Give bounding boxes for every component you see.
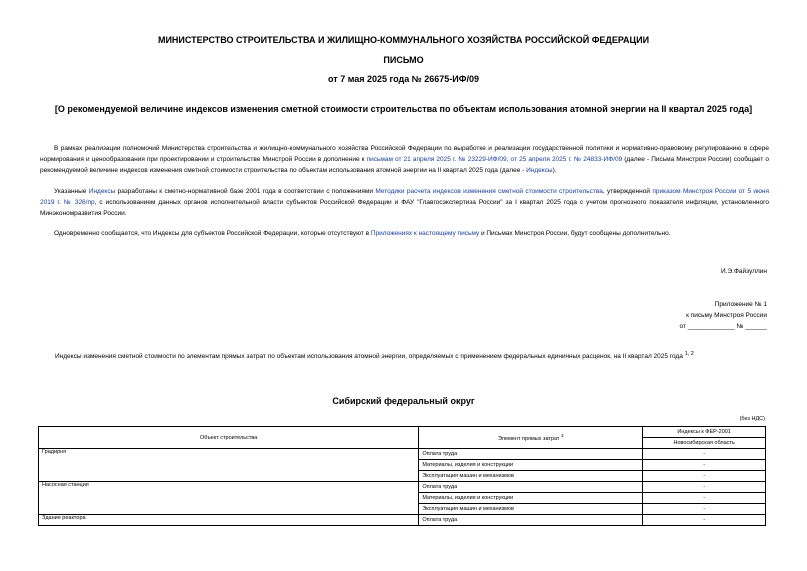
p1-text: (далее - Письма Минстроя России) сообщает о рекомендуемой величине индексов изменения сметной стоимости строительства по объектам использования атомной энергии на II квартал 2025 года (далее - xyxy=(40,156,769,174)
table-header-row xyxy=(39,427,766,438)
header-object: Объект строительства xyxy=(39,427,419,449)
paragraph-3 xyxy=(40,228,769,239)
appendix-ref: к письму Минстроя России xyxy=(686,312,767,319)
caption-footnote-mark: 1, 2 xyxy=(684,351,694,357)
header-region-col: Новосибирская область xyxy=(643,438,766,449)
row-value: - xyxy=(643,515,766,526)
p2-text: , утвержденной xyxy=(602,188,653,195)
row-value: - xyxy=(643,504,766,515)
table-row xyxy=(39,482,766,493)
row-element: Эксплуатация машин и механизмов xyxy=(419,504,643,515)
p3-text: Одновременно сообщается, что Индексы для субъектов Российской Федерации, которые отсутствуют в xyxy=(54,230,371,237)
p1-text: В рамках реализации полномочий Министерства строительства и жилищно-коммунального хозяйства Российской Федерации по выработке и реализации государственной политики и нормативно-правовому регулированию в сфере нормирования и ценообразования при проектировании и строительстве Минстрой России в дополнение к xyxy=(40,145,769,163)
header-element-text: Элемент прямых затрат xyxy=(498,435,560,442)
appendix-number: Приложение № 1 xyxy=(714,301,767,308)
table-row xyxy=(39,515,766,526)
row-value: - xyxy=(643,471,766,482)
table-caption xyxy=(55,351,755,360)
p2-text: разработаны к сметно-нормативной базе 2001 года в соответствии с положениями xyxy=(115,188,376,195)
row-value: - xyxy=(643,493,766,504)
document-date-number: от 7 мая 2025 года № 26675-ИФ/09 xyxy=(328,74,479,84)
p3-text: и Письмах Минстроя России, будут сообщены дополнительно. xyxy=(479,230,671,237)
row-element: Материалы, изделия и конструкции xyxy=(419,493,643,504)
row-element: Оплата труда xyxy=(419,482,643,493)
order-link[interactable]: приказом Минстроя России от 5 июня 2019 г. № 326/пр xyxy=(40,188,770,206)
row-object: Насосная станция xyxy=(39,482,419,515)
row-element: Материалы, изделия и конструкции xyxy=(419,460,643,471)
appendices-link[interactable]: Приложениях к настоящему письму xyxy=(370,230,480,237)
row-object: Здание реактора xyxy=(39,515,419,526)
p2-text: Указанные xyxy=(54,188,89,195)
methodology-link[interactable]: Методики расчета индексов изменения сметной стоимости строительства xyxy=(375,188,603,195)
indexes-link[interactable]: Индексы xyxy=(526,167,553,174)
row-value: - xyxy=(643,460,766,471)
paragraph-2 xyxy=(40,186,769,219)
appendix-date: от _____________ № ______ xyxy=(679,323,767,330)
document-title: [О рекомендуемой величине индексов изменения сметной стоимости строительства по объектам использования атомной энергии на II квартал 2025 года] xyxy=(54,104,753,114)
paragraph-1 xyxy=(40,143,769,176)
signature: И.Э.Файзуллин xyxy=(721,268,767,275)
region-heading: Сибирский федеральный округ xyxy=(332,396,475,406)
table-caption-text: Индексы изменения сметной стоимости по элементам прямых затрат по объектам использования атомной энергии, определяемых с применением федеральных единичных расценок, на II квартал 2025 года xyxy=(55,353,683,361)
row-element: Оплата труда xyxy=(419,449,643,460)
indexes-link[interactable]: Индексы xyxy=(88,188,116,195)
table-row xyxy=(39,449,766,460)
p2-text: , с использованием данных органов исполнительной власти субъектов Российской Федерации и ФАУ "Главгосэкспертиза России" за I квартал 2025 года с учетом прогнозного показателя инфляции, установленного Минэкономразвития России. xyxy=(40,199,769,217)
ministry-heading: МИНИСТЕРСТВО СТРОИТЕЛЬСТВА И ЖИЛИЩНО-КОММУНАЛЬНОГО ХОЗЯЙСТВА РОССИЙСКОЙ ФЕДЕРАЦИИ xyxy=(157,35,650,45)
row-value: - xyxy=(643,482,766,493)
row-value: - xyxy=(643,449,766,460)
p1-text: ). xyxy=(552,167,557,174)
row-element: Эксплуатация машин и механизмов xyxy=(419,471,643,482)
vat-note: (без НДС) xyxy=(739,416,765,422)
row-element: Оплата труда xyxy=(419,515,643,526)
header-element xyxy=(419,427,643,449)
header-index: Индексы к ФЕР-2001 xyxy=(643,427,766,438)
document-type: ПИСЬМО xyxy=(383,55,424,65)
header-element-mark: 3 xyxy=(561,433,564,439)
row-object: Градирня xyxy=(39,449,419,482)
index-table xyxy=(38,426,766,526)
letters-link[interactable]: письмам от 21 апреля 2025 г. № 23229-ИФ/09, от 25 апреля 2025 г. № 24833-ИФ/09 xyxy=(366,156,623,163)
